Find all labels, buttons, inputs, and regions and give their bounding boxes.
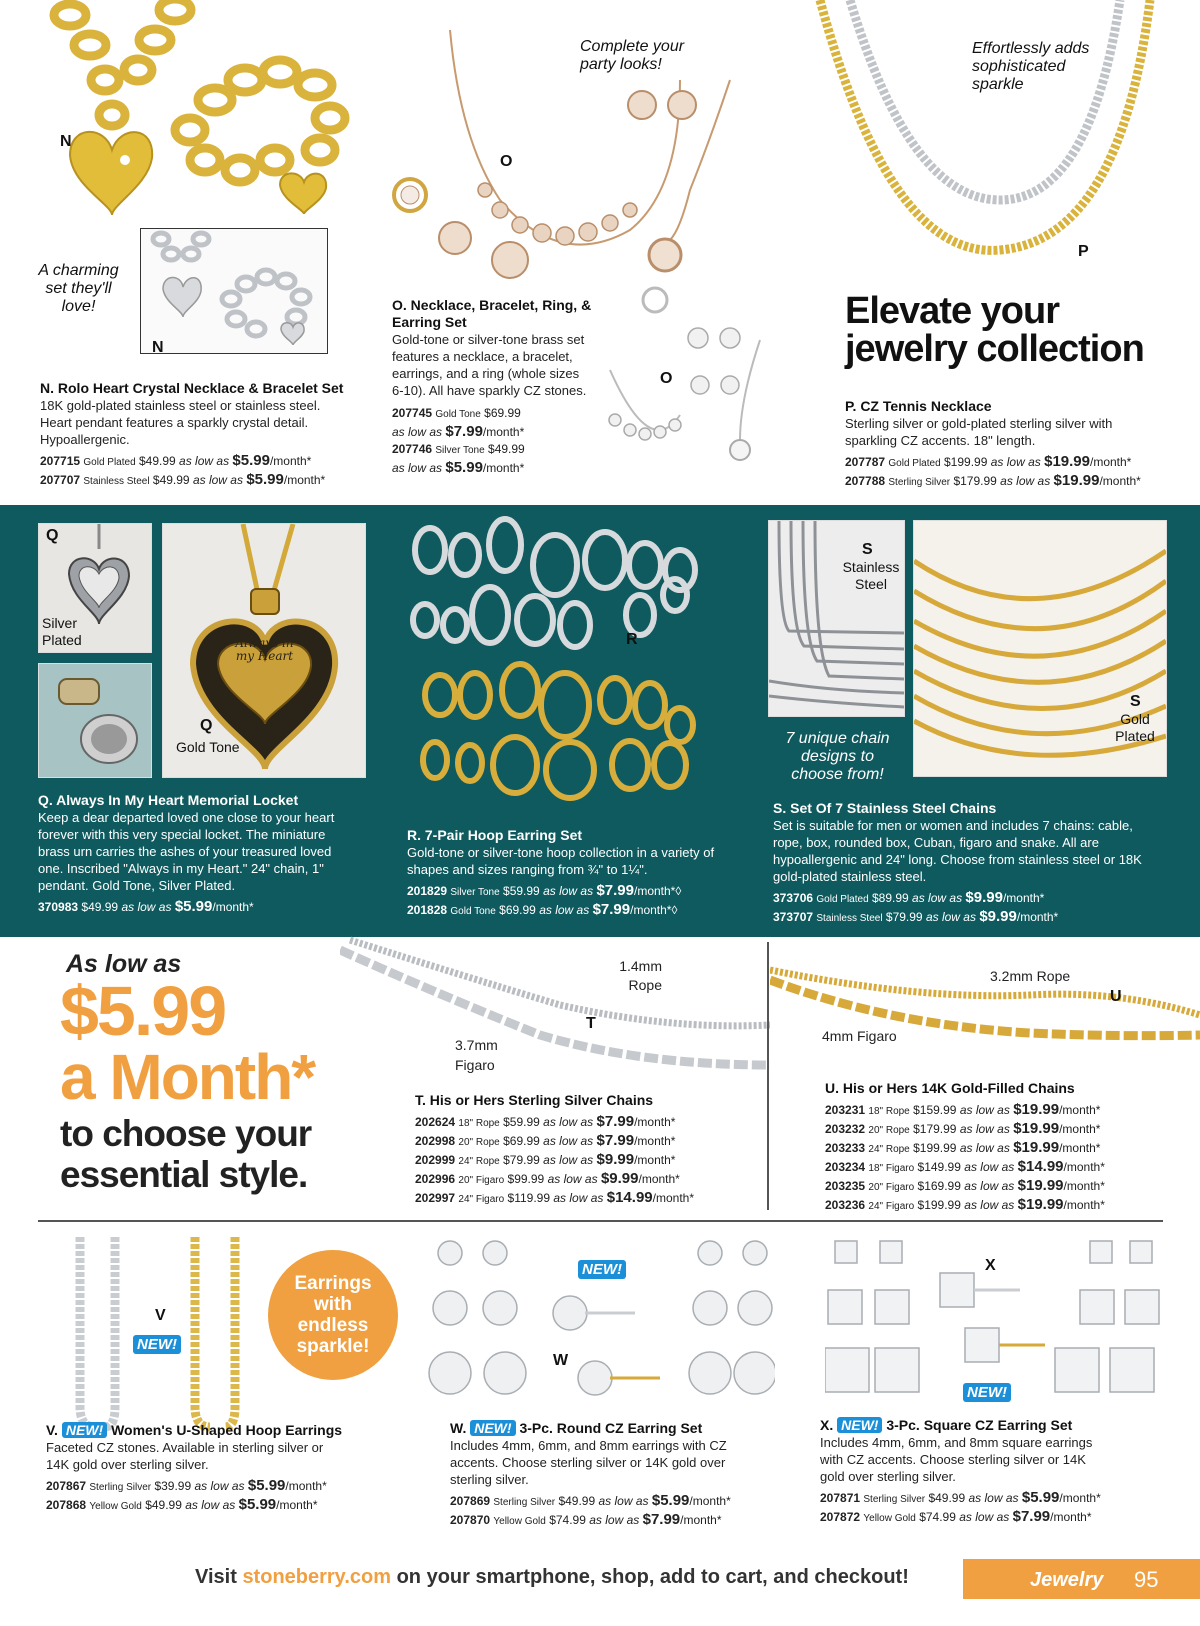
silver-heart-set-icon [141,229,327,353]
product-s-row-2: 373707 Stainless Steel $79.99 as low as $9.99/month* [773,908,1059,925]
product-q-letter-1: Q [46,527,59,544]
product-q-info [38,792,358,916]
footer-page-number: 95 [1134,1567,1159,1592]
product-o-callout: Complete your party looks! [580,38,685,73]
gold-heart-necklace-icon [30,0,360,235]
teal-band [0,505,1200,937]
product-v-desc: Faceted CZ stones. Available in sterling silver or 14K gold over sterling silver. [46,1440,324,1472]
product-w-title: 3-Pc. Round CZ Earring Set [519,1420,703,1436]
product-v-letter: V [155,1307,166,1324]
footer-site-link[interactable]: stoneberry.com [242,1566,392,1588]
product-t-row-5: 202997 24" Figaro $119.99 as low as $14.99/month* [415,1189,694,1206]
product-w-row-2: 207870 Yellow Gold $74.99 as low as $7.99/month* [450,1511,722,1528]
product-q-silver-label: Silver Plated [42,615,82,648]
product-x-new-badge: NEW! [963,1383,1011,1402]
product-w-letter: W [553,1352,569,1369]
product-t-figaro-label: 3.7mm Figaro [455,1037,498,1073]
product-p-letter: P [1078,243,1089,260]
footer-cta [195,1566,909,1589]
product-r-row-2: 201828 Gold Tone $69.99 as low as $7.99/month*◊ [407,901,678,918]
product-t-image [340,935,770,1075]
product-u-info [825,1080,1195,1215]
product-u-row-3: 203233 24" Rope $199.99 as low as $19.99/month* [825,1139,1101,1156]
product-t-row-1: 202624 18" Rope $59.99 as low as $7.99/month* [415,1113,676,1130]
product-u-figaro-label: 4mm Figaro [822,1028,897,1044]
product-t-row-4: 202996 20" Figaro $99.99 as low as $9.99/month* [415,1170,680,1187]
product-s-steel-photo [768,520,905,717]
product-p-title: P. CZ Tennis Necklace [845,398,992,414]
footer-visit: Visit [195,1566,237,1588]
product-s-letter-1: S [862,541,873,558]
product-p-row-1: 207787 Gold Plated $199.99 as low as $19.99/month* [845,453,1132,470]
product-u-title: U. His or Hers 14K Gold-Filled Chains [825,1080,1075,1096]
promo-line-2: $5.99 [60,972,226,1050]
product-n-callout: A charming set they'll love! [38,262,119,315]
product-w-new-badge: NEW! [578,1260,626,1279]
product-w-desc: Includes 4mm, 6mm, and 8mm earrings with CZ accents. Choose sterling silver or 14K gold over sterling silver. [450,1438,727,1487]
product-s-letter-2: S [1130,693,1141,710]
product-t-title: T. His or Hers Sterling Silver Chains [415,1092,654,1108]
product-q-gold-label: Gold Tone [176,739,240,755]
product-n-desc: 18K gold-plated stainless steel or stainless steel. Heart pendant features a sparkly crystal detail. Hypoallergenic. [40,398,321,447]
vertical-divider [767,942,769,1210]
promo-line-1: As low as [66,950,182,978]
product-v-row-1: 207867 Sterling Silver $39.99 as low as $5.99/month* [46,1477,327,1494]
product-w-title-new: NEW! [470,1420,515,1436]
product-u-row-4: 203234 18" Figaro $149.99 as low as $14.99/month* [825,1158,1105,1175]
product-p-callout: Effortlessly adds sophisticated sparkle [972,40,1090,93]
product-n-info [40,380,350,490]
product-p-headline: Elevate your jewelry collection [845,290,1144,370]
footer-rest: on your smartphone, shop, add to cart, and checkout! [396,1566,909,1588]
product-u-row-5: 203235 20" Figaro $169.99 as low as $19.99/month* [825,1177,1105,1194]
product-w-title-line: W. NEW! 3-Pc. Round CZ Earring Set [450,1420,703,1436]
horizontal-divider [38,1220,1163,1222]
product-x-title-new: NEW! [837,1417,882,1433]
product-t-rope-label: 1.4mm Rope [619,958,662,993]
product-o-row-1a: 207745 Gold Tone $69.99 [392,406,521,420]
product-v-new-badge: NEW! [133,1335,181,1354]
product-u-row-2: 203232 20" Rope $179.99 as low as $19.99/month* [825,1120,1101,1137]
product-o-letter: O [500,153,513,170]
product-r-info [407,827,737,920]
product-x-info [820,1417,1160,1527]
product-o-row-2a: 207746 Silver Tone $49.99 [392,442,525,456]
product-t-row-3: 202999 24" Rope $79.99 as low as $9.99/month* [415,1151,676,1168]
product-t-letter: T [586,1015,596,1032]
product-s-title: S. Set Of 7 Stainless Steel Chains [773,800,997,816]
product-n-letter: N [60,133,72,150]
product-q-letter-2: Q [200,717,213,734]
product-o-row-2b: as low as $5.99/month* [392,459,525,476]
product-u-letter: U [1110,988,1122,1005]
product-v-bubble-text: Earrings with endless sparkle! [294,1273,372,1357]
product-o-desc: Gold-tone or silver-tone brass set features a necklace, a bracelet, earrings, and a ring (whole sizes 6-10). All have sparkly CZ stones. [392,332,587,398]
product-s-info [773,800,1163,927]
product-u-row-1: 203231 18" Rope $159.99 as low as $19.99/month* [825,1101,1101,1118]
product-p-desc: Sterling silver or gold-plated sterling silver with sparkling CZ accents. 18" length. [845,416,1113,448]
product-t-row-2: 202998 20" Rope $69.99 as low as $7.99/month* [415,1132,676,1149]
product-v-info [46,1422,376,1515]
u-hoop-earrings-icon [60,1232,270,1432]
product-u-rope-label: 3.2mm Rope [990,968,1071,984]
product-s-desc: Set is suitable for men or women and includes 7 chains: cable, rope, box, rounded box, Cuban, figaro and snake. All are hypoallergenic and 24" long. Choose from stainless steel or 18K gold-plated stainless steel. [773,818,1142,884]
product-v-title: Women's U-Shaped Hoop Earrings [111,1422,343,1438]
product-s-gold-label: Gold Plated [1115,711,1155,744]
footer-section-label: Jewelry [1030,1569,1104,1591]
product-r-image [405,515,735,815]
product-r-letter: R [626,631,638,648]
product-x-desc: Includes 4mm, 6mm, and 8mm square earrings with CZ accents. Choose sterling silver or 14K gold over sterling silver. [820,1435,1093,1484]
silver-chains-icon [340,935,770,1075]
product-t-info [415,1092,755,1208]
product-o-info [392,297,592,477]
product-s-steel-label: Stainless Steel [842,559,900,592]
promo-line-3: a Month* [60,1041,315,1113]
product-u-row-6: 203236 24" Figaro $199.99 as low as $19.99/month* [825,1196,1105,1213]
product-q-desc: Keep a dear departed loved one close to your heart forever with this very special locket. The miniature brass urn carries the ashes of your treasured loved one. Inscribed "Always in my Heart." 24" chain, 1" pendant. Gold Tone, Silver Plated. [38,810,335,893]
product-w-row-1: 207869 Sterling Silver $49.99 as low as $5.99/month* [450,1492,731,1509]
product-w-info [450,1420,770,1530]
urn-icon [39,664,151,777]
product-x-title: 3-Pc. Square CZ Earring Set [886,1417,1073,1433]
product-n-title: N. Rolo Heart Crystal Necklace & Bracelet Set [40,380,344,396]
product-o-row-1b: as low as $7.99/month* [392,423,525,440]
product-q-title: Q. Always In My Heart Memorial Locket [38,792,299,808]
product-q-row-1: 370983 $49.99 as low as $5.99/month* [38,898,254,915]
product-x-letter: X [985,1257,996,1274]
product-x-row-1: 207871 Sterling Silver $49.99 as low as $5.99/month* [820,1489,1101,1506]
product-s-callout: 7 unique chain designs to choose from! [785,730,890,783]
hoop-earrings-icon [405,515,735,815]
product-v-title-line: V. NEW! Women's U-Shaped Hoop Earrings [46,1422,343,1438]
product-n-image [30,0,360,235]
product-v-title-new: NEW! [62,1422,107,1438]
product-s-row-1: 373706 Gold Plated $89.99 as low as $9.99/month* [773,889,1045,906]
product-n-silver-inset [140,228,328,354]
product-v-row-2: 207868 Yellow Gold $49.99 as low as $5.99/month* [46,1496,318,1513]
product-q-urn-photo [38,663,152,778]
product-x-title-line: X. NEW! 3-Pc. Square CZ Earring Set [820,1417,1073,1433]
steel-chains-icon [769,521,904,716]
product-q-engraving: Always in my Heart [235,636,294,663]
product-p-row-2: 207788 Sterling Silver $179.99 as low as $19.99/month* [845,472,1141,489]
product-r-desc: Gold-tone or silver-tone hoop collection in a variety of shapes and sizes ranging from ¾" to 1¼". [407,845,715,877]
promo-line-4: to choose your essential style. [60,1113,312,1195]
product-x-row-2: 207872 Yellow Gold $74.99 as low as $7.99/month* [820,1508,1092,1525]
product-o-title: O. Necklace, Bracelet, Ring, & Earring Set [392,297,592,330]
product-n-row-2: 207707 Stainless Steel $49.99 as low as $5.99/month* [40,471,326,488]
product-v-image [60,1232,270,1432]
product-n-inset-letter: N [152,339,164,356]
product-o-letter-2: O [660,370,673,387]
product-v-bubble [268,1250,398,1380]
product-r-row-1: 201829 Silver Tone $59.99 as low as $7.99/month*◊ [407,882,682,899]
product-p-info [845,398,1185,491]
product-r-title: R. 7-Pair Hoop Earring Set [407,827,583,843]
product-n-row-1: 207715 Gold Plated $49.99 as low as $5.99/month* [40,452,312,469]
